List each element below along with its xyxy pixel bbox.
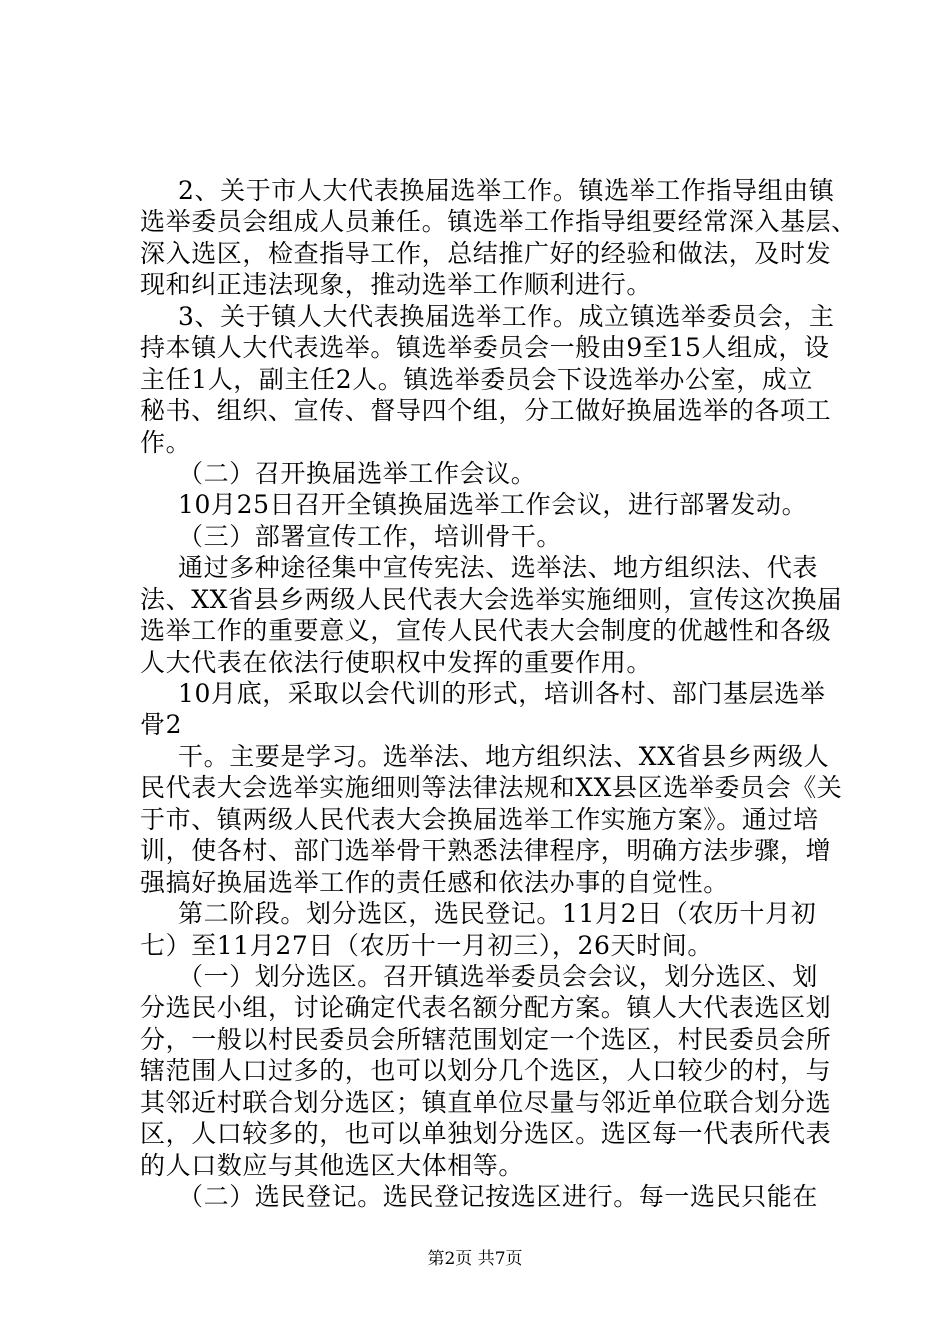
text-line: 分选民小组，讨论确定代表名额分配方案。镇人大代表选区划: [140, 993, 832, 1022]
text-line: 于市、镇两级人民代表大会换届选举工作实施方案》。通过培: [140, 805, 819, 834]
text-line: 区，人口较多的，也可以单独划分选区。选区每一代表所代表: [140, 1119, 832, 1148]
text-line: 选举工作的重要意义，宣传人民代表大会制度的优越性和各级: [140, 616, 832, 645]
text-line: 通过多种途径集中宣传宪法、选举法、地方组织法、代表: [178, 553, 819, 582]
page-number-footer: 第2页 共7页: [427, 1249, 523, 1269]
text-line: 10月底，采取以会代训的形式，培训各村、部门基层选举: [178, 679, 826, 708]
text-line: 法、XX省县乡两级人民代表大会选举实施细则，宣传这次换届: [140, 585, 843, 614]
text-line: （二）选民登记。选民登记按选区进行。每一选民只能在: [178, 1182, 819, 1211]
text-line: 10月25日召开全镇换届选举工作会议，进行部署发动。: [178, 490, 808, 519]
text-line: 主任1人，副主任2人。镇选举委员会下设选举办公室，成立: [140, 365, 814, 394]
text-line: 七）至11月27日（农历十一月初三），26天时间。: [140, 931, 713, 960]
text-line: 强搞好换届选举工作的责任感和依法办事的自觉性。: [140, 868, 729, 897]
text-line: 训，使各村、部门选举骨干熟悉法律程序，明确方法步骤，增: [140, 836, 832, 865]
text-line: 3、关于镇人大代表换届选举工作。成立镇选举委员会，主: [178, 302, 835, 331]
text-line: 深入选区，检查指导工作，总结推广好的经验和做法，及时发: [140, 239, 832, 268]
text-line: 持本镇人大代表选举。镇选举委员会一般由9至15人组成，设: [140, 333, 830, 362]
text-line: 其邻近村联合划分选区；镇直单位尽量与邻近单位联合划分选: [140, 1088, 832, 1117]
text-line: 辖范围人口过多的，也可以划分几个选区，人口较少的村，与: [140, 1056, 832, 1085]
text-line: 秘书、组织、宣传、督导四个组，分工做好换届选举的各项工: [140, 396, 832, 425]
text-line: 人大代表在依法行使职权中发挥的重要作用。: [140, 648, 653, 677]
text-line: 的人口数应与其他选区大体相等。: [140, 1151, 525, 1180]
text-line: 第二阶段。划分选区，选民登记。11月2日（农历十月初: [178, 899, 817, 928]
text-line: 现和纠正违法现象，推动选举工作顺利进行。: [140, 270, 653, 299]
text-line: 干。主要是学习。选举法、地方组织法、XX省县乡两级人: [178, 742, 830, 771]
text-line: 2、关于市人大代表换届选举工作。镇选举工作指导组由镇: [178, 176, 835, 205]
text-line: 选举委员会组成人员兼任。镇选举工作指导组要经常深入基层、: [140, 207, 857, 236]
section-heading: （三）部署宣传工作，培训骨干。: [178, 522, 563, 551]
text-line: 民代表大会选举实施细则等法律法规和XX县区选举委员会《关: [140, 773, 843, 802]
section-heading: （二）召开换届选举工作会议。: [178, 459, 537, 488]
text-line: 作。: [140, 428, 192, 457]
text-line: 分，一般以村民委员会所辖范围划定一个选区，村民委员会所: [140, 1025, 832, 1054]
text-line: 骨2: [140, 710, 183, 739]
text-line: （一）划分选区。召开镇选举委员会会议，划分选区、划: [178, 962, 819, 991]
